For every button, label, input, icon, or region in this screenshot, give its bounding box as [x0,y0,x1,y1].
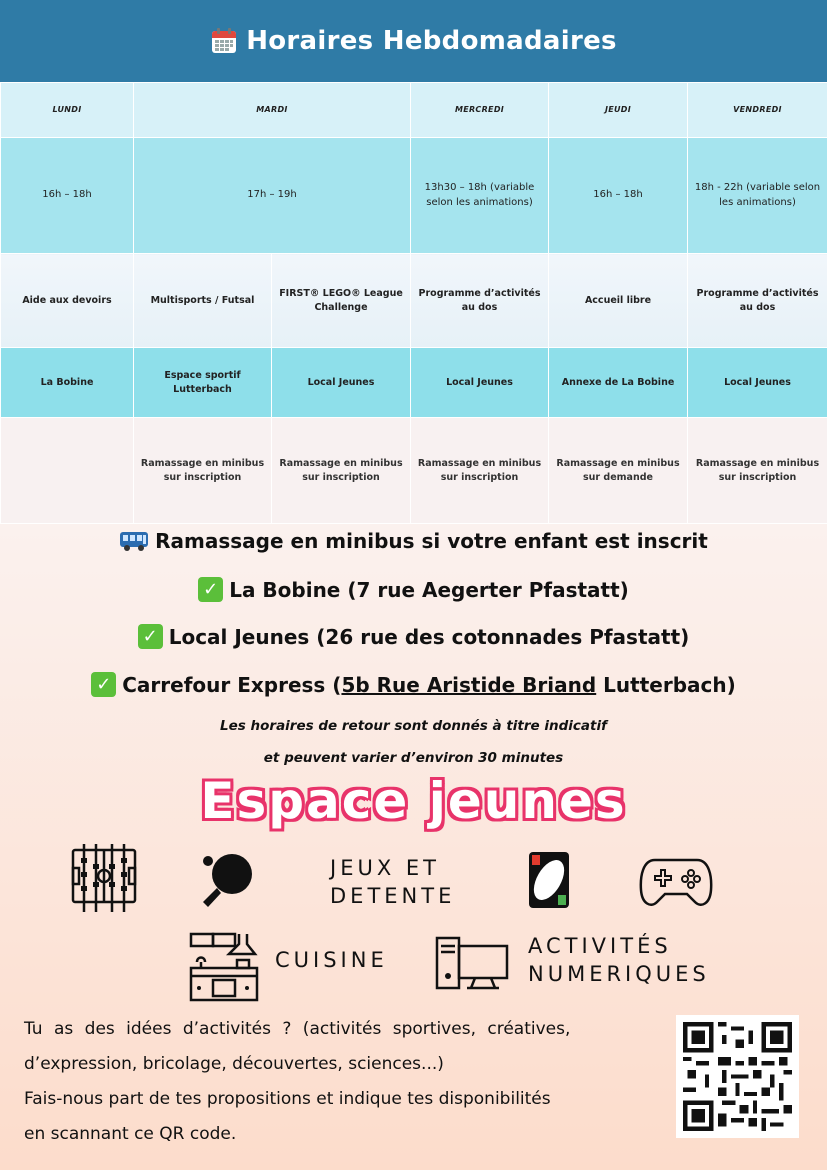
hours-cell: 18h - 22h (variable selon les animations) [688,138,827,254]
check-icon: ✓ [91,672,116,697]
stop-1 [0,577,827,602]
place-cell: Local Jeunes [688,348,827,418]
place-cell: Annexe de La Bobine [549,348,688,418]
check-icon: ✓ [138,624,163,649]
stop-3-suffix: Lutterbach) [596,672,736,697]
pickup-row [1,418,827,524]
return-note-2: et peuvent varier d’environ 30 minutes [263,750,564,766]
bottom-message [24,1012,664,1152]
bus-icon [119,530,149,552]
day-cell: MERCREDI [411,83,549,138]
schedule-table [0,82,827,524]
pickup-cell: Ramassage en minibus sur inscription [134,418,272,524]
pickup-cell: Ramassage en minibus sur inscription [272,418,411,524]
bottom-line: Fais-nous part de tes propositions et indique tes disponibilités [24,1089,551,1109]
stop-3-address-link[interactable]: 5b Rue Aristide Briand [341,672,597,697]
gamepad-icon [639,856,713,910]
bus-info [0,529,827,553]
days-row [1,83,827,138]
place-cell: La Bobine [1,348,134,418]
place-cell: Local Jeunes [411,348,549,418]
calendar-icon [210,27,238,55]
hours-cell: 16h – 18h [1,138,134,254]
stop-1-text: La Bobine (7 rue Aegerter Pfastatt) [229,577,629,602]
hours-cell: 16h – 18h [549,138,688,254]
header-title-text: Horaires Hebdomadaires [246,26,617,56]
activity-cell: Accueil libre [549,254,688,348]
hours-cell: 17h – 19h [134,138,411,254]
day-cell: LUNDI [1,83,134,138]
stop-2-text: Local Jeunes (26 rue des cotonnades Pfastatt) [168,624,690,649]
place-cell: Espace sportif Lutterbach [134,348,272,418]
cuisine-label: CUISINE [275,948,388,972]
computer-icon [435,936,509,990]
activity-cell: Programme d’activités au dos [688,254,827,348]
pickup-cell: Ramassage en minibus sur inscription [411,418,549,524]
bottom-line: en scannant ce QR code. [24,1124,237,1144]
activities-row [1,254,827,348]
stop-2 [0,624,827,649]
jeux-detente-label: JEUX ET DETENTE [330,856,456,908]
activity-cell: Aide aux devoirs [1,254,134,348]
stop-3-prefix: Carrefour Express ( [122,672,342,697]
hours-cell: 13h30 – 18h (variable selon les animations) [411,138,549,254]
places-row [1,348,827,418]
pickup-cell: Ramassage en minibus sur inscription [688,418,827,524]
foosball-icon [70,842,138,914]
hours-row [1,138,827,254]
day-cell: MARDI [134,83,411,138]
ping-pong-icon [199,852,255,908]
qr-code-icon [683,1022,792,1131]
bottom-line: d’expression, bricolage, découvertes, sciences...) [24,1054,444,1074]
qr-code[interactable] [676,1015,799,1138]
activity-cell: FIRST® LEGO® League Challenge [272,254,411,348]
page-title [210,26,617,56]
bus-line-text: Ramassage en minibus si votre enfant est inscrit [155,529,708,553]
check-icon: ✓ [198,577,223,602]
header-banner [0,0,827,82]
uno-card-icon [528,851,570,909]
bottom-line: Tu as des idées d’activités ? (activités sportives, créatives, [24,1019,571,1039]
return-note-1: Les horaires de retour sont donnés à titre indicatif [220,718,607,734]
pickup-cell: Ramassage en minibus sur demande [549,418,688,524]
activites-numeriques-label: ACTIVITÉS NUMERIQUES [528,934,710,986]
day-cell: JEUDI [549,83,688,138]
espace-jeunes-title: Espace jeunes [200,772,627,830]
kitchen-icon [189,932,259,1002]
stop-3 [0,672,827,697]
day-cell: VENDREDI [688,83,827,138]
place-cell: Local Jeunes [272,348,411,418]
activity-cell: Multisports / Futsal [134,254,272,348]
pickup-cell [1,418,134,524]
activity-cell: Programme d’activités au dos [411,254,549,348]
